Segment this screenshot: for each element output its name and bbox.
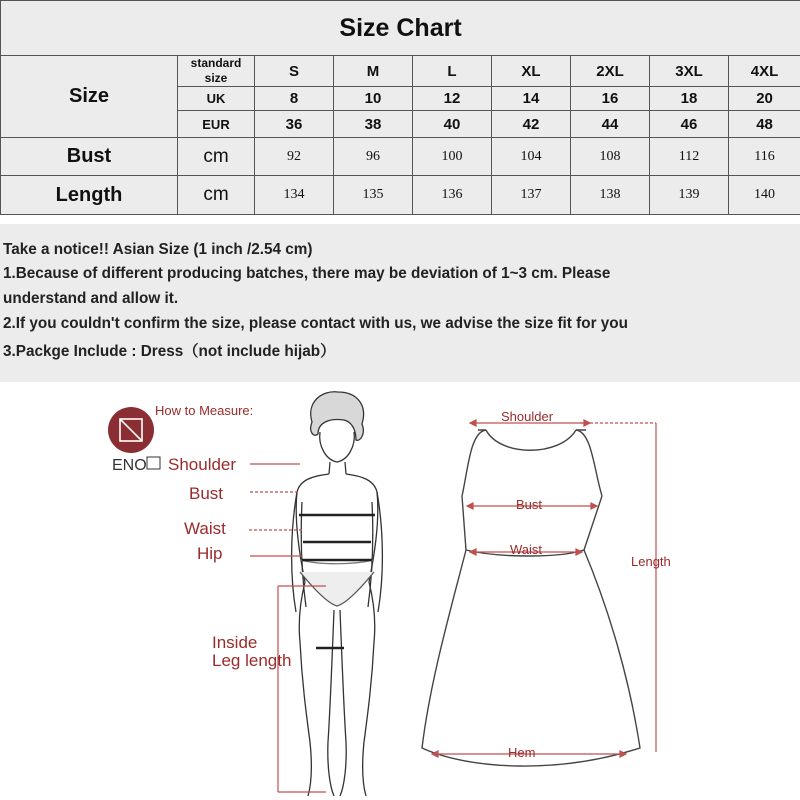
size-header: M bbox=[334, 56, 413, 87]
dress-label-length: Length bbox=[631, 554, 671, 569]
bust-value: 92 bbox=[255, 138, 334, 176]
uk-value: 8 bbox=[255, 87, 334, 111]
dress-figure bbox=[422, 430, 640, 766]
size-header: S bbox=[255, 56, 334, 87]
length-value: 134 bbox=[255, 176, 334, 215]
how-to-measure-heading: How to Measure: bbox=[155, 403, 254, 418]
size-chart bbox=[0, 0, 800, 215]
size-header: 2XL bbox=[571, 56, 650, 87]
size-header: 4XL bbox=[729, 56, 800, 87]
size-row-label: Size bbox=[1, 56, 178, 138]
eur-value: 40 bbox=[413, 111, 492, 138]
dress-measure-lines bbox=[432, 420, 656, 757]
size-chart-table bbox=[0, 0, 800, 215]
uk-value: 10 bbox=[334, 87, 413, 111]
length-value: 136 bbox=[413, 176, 492, 215]
uk-value: 20 bbox=[729, 87, 800, 111]
dress-label-waist: Waist bbox=[510, 542, 543, 557]
measure-diagram bbox=[0, 382, 800, 800]
size-header: 3XL bbox=[650, 56, 729, 87]
note-line: 1.Because of different producing batches, there may be deviation of 1~3 cm. Please bbox=[3, 265, 611, 282]
bust-value: 100 bbox=[413, 138, 492, 176]
bust-row-label: Bust bbox=[1, 138, 178, 176]
uk-value: 16 bbox=[571, 87, 650, 111]
chart-title: Size Chart bbox=[1, 1, 800, 56]
eur-value: 36 bbox=[255, 111, 334, 138]
length-value: 140 bbox=[729, 176, 800, 215]
size-notes bbox=[0, 224, 800, 382]
note-line: Take a notice!! Asian Size (1 inch /2.54 cm) bbox=[3, 241, 313, 258]
length-row-label: Length bbox=[1, 176, 178, 215]
length-value: 139 bbox=[650, 176, 729, 215]
dress-label-shoulder: Shoulder bbox=[501, 409, 554, 424]
dress-label-hem: Hem bbox=[508, 745, 536, 760]
eur-value: 38 bbox=[334, 111, 413, 138]
uk-value: 14 bbox=[492, 87, 571, 111]
bust-value: 116 bbox=[729, 138, 800, 176]
bust-value: 96 bbox=[334, 138, 413, 176]
length-unit: cm bbox=[178, 176, 255, 215]
note-line: 3.Packge Include : Dress（not include hijab） bbox=[3, 343, 336, 360]
eur-value: 48 bbox=[729, 111, 800, 138]
dress-label-bust: Bust bbox=[516, 497, 543, 512]
standard-size-label: standard size bbox=[178, 56, 255, 87]
eur-value: 44 bbox=[571, 111, 650, 138]
uk-label: UK bbox=[178, 87, 255, 111]
eno-logo bbox=[108, 407, 160, 474]
bust-value: 108 bbox=[571, 138, 650, 176]
logo-text: ENO bbox=[112, 457, 147, 474]
body-label-leg-length: Leg length bbox=[212, 651, 292, 670]
length-value: 138 bbox=[571, 176, 650, 215]
uk-value: 12 bbox=[413, 87, 492, 111]
size-header: XL bbox=[492, 56, 571, 87]
body-label-shoulder: Shoulder bbox=[168, 455, 237, 474]
body-pointer-lines bbox=[249, 464, 326, 792]
size-header: L bbox=[413, 56, 492, 87]
eur-value: 46 bbox=[650, 111, 729, 138]
body-label-bust: Bust bbox=[189, 484, 224, 503]
uk-value: 18 bbox=[650, 87, 729, 111]
bust-value: 112 bbox=[650, 138, 729, 176]
eur-value: 42 bbox=[492, 111, 571, 138]
body-label-waist: Waist bbox=[184, 519, 226, 538]
note-line: understand and allow it. bbox=[3, 290, 179, 307]
length-value: 135 bbox=[334, 176, 413, 215]
body-label-hip: Hip bbox=[197, 544, 223, 563]
bust-value: 104 bbox=[492, 138, 571, 176]
bust-unit: cm bbox=[178, 138, 255, 176]
body-figure bbox=[292, 392, 383, 796]
note-line: 2.If you couldn't confirm the size, please contact with us, we advise the size fit for you bbox=[3, 315, 628, 332]
measure-illustration bbox=[0, 382, 800, 800]
eur-label: EUR bbox=[178, 111, 255, 138]
length-value: 137 bbox=[492, 176, 571, 215]
body-label-inside-leg: Inside bbox=[212, 633, 258, 652]
